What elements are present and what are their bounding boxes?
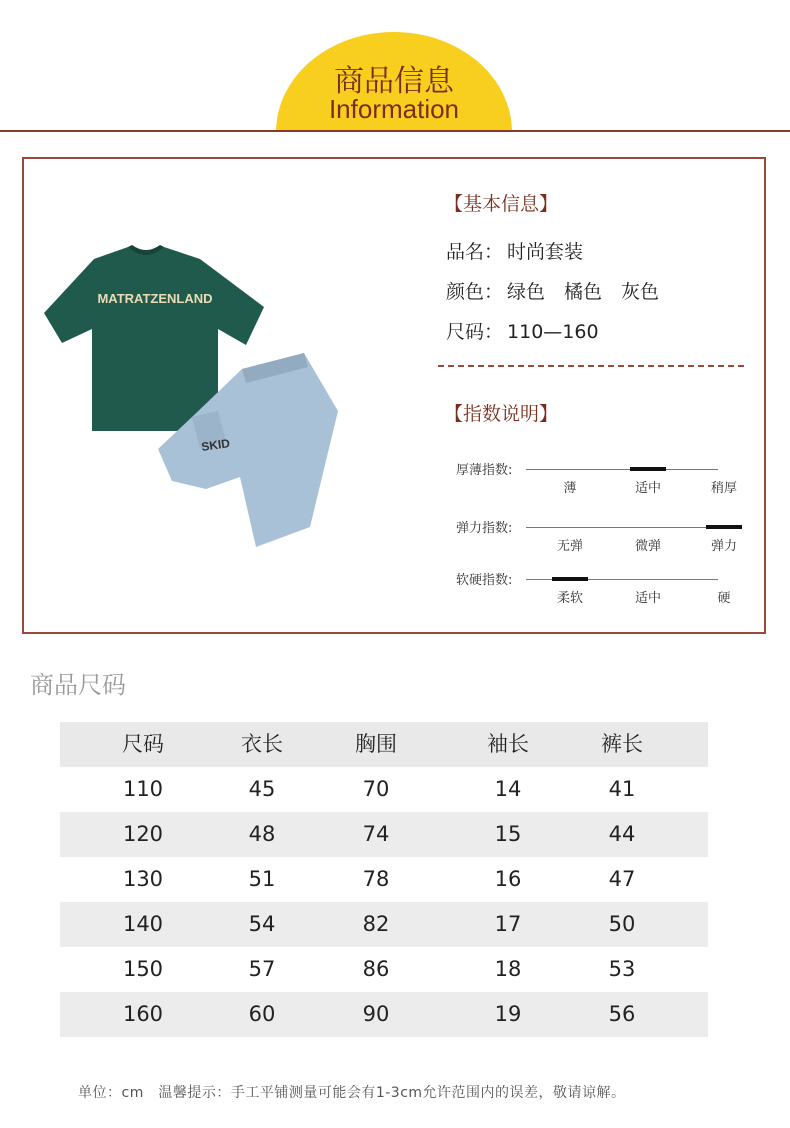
- header-divider: [0, 130, 790, 132]
- table-cell: 41: [608, 777, 636, 801]
- table-cell: 54: [248, 912, 276, 936]
- table-header-cell: 袖长: [487, 732, 529, 756]
- table-cell: 57: [248, 957, 276, 981]
- table-cell: 120: [122, 822, 164, 846]
- index-row-elasticity: 弹力指数: 无弹 微弹 弹力: [456, 517, 746, 557]
- table-cell: 56: [608, 1002, 636, 1026]
- table-header-cell: 衣长: [241, 732, 283, 756]
- table-cell: 45: [248, 777, 276, 801]
- table-row: [60, 947, 708, 992]
- table-cell: 90: [362, 1002, 390, 1026]
- info-row-size: 尺码： 110—160: [446, 321, 599, 343]
- table-cell: 150: [122, 957, 164, 981]
- index-marker: [552, 577, 588, 581]
- table-header-row: [60, 722, 708, 767]
- index-info-title: 【指数说明】: [444, 403, 559, 425]
- table-cell: 44: [608, 822, 636, 846]
- size-table: [60, 722, 708, 1037]
- table-cell: 53: [608, 957, 636, 981]
- table-cell: 130: [122, 867, 164, 891]
- size-section-title: 商品尺码: [30, 671, 126, 699]
- table-cell: 78: [362, 867, 390, 891]
- info-row-color: 颜色： 绿色 橘色 灰色: [446, 281, 660, 303]
- table-cell: 48: [248, 822, 276, 846]
- table-cell: 16: [494, 867, 522, 891]
- table-row: [60, 767, 708, 812]
- table-cell: 70: [362, 777, 390, 801]
- index-marker: [630, 467, 666, 471]
- page-header: [0, 0, 790, 135]
- footnote: 单位：cm 温馨提示：手工平铺测量可能会有1-3cm允许范围内的误差，敬请谅解。: [78, 1085, 626, 1101]
- basic-info-title: 【基本信息】: [444, 193, 559, 215]
- table-cell: 160: [122, 1002, 164, 1026]
- product-info-box: [22, 157, 766, 634]
- table-cell: 51: [248, 867, 276, 891]
- table-cell: 47: [608, 867, 636, 891]
- table-cell: 82: [362, 912, 390, 936]
- table-row: [60, 812, 708, 857]
- header-title-en: Information: [328, 94, 460, 124]
- table-cell: 14: [494, 777, 522, 801]
- info-row-name: 品名： 时尚套装: [446, 241, 584, 263]
- table-cell: 50: [608, 912, 636, 936]
- table-cell: 110: [122, 777, 164, 801]
- shorts-print: SKID: [200, 436, 231, 454]
- table-cell: 140: [122, 912, 164, 936]
- table-cell: 17: [494, 912, 522, 936]
- table-cell: 19: [494, 1002, 522, 1026]
- table-row: [60, 902, 708, 947]
- table-row: [60, 857, 708, 902]
- table-cell: 18: [494, 957, 522, 981]
- index-marker: [706, 525, 742, 529]
- table-cell: 86: [362, 957, 390, 981]
- header-title-cn: 商品信息: [334, 64, 454, 99]
- product-image: [42, 241, 342, 561]
- dashed-divider: [438, 365, 744, 367]
- table-header-cell: 裤长: [601, 732, 643, 756]
- table-cell: 74: [362, 822, 390, 846]
- table-cell: 15: [494, 822, 522, 846]
- table-row: [60, 992, 708, 1037]
- table-header-cell: 尺码: [122, 732, 164, 756]
- table-cell: 60: [248, 1002, 276, 1026]
- tshirt-print: MATRATZENLAND: [97, 291, 213, 306]
- index-row-softness: 软硬指数: 柔软 适中 硬: [456, 573, 731, 606]
- table-header-cell: 胸围: [355, 732, 397, 756]
- index-row-thickness: 厚薄指数: 薄 适中 稍厚: [456, 463, 737, 496]
